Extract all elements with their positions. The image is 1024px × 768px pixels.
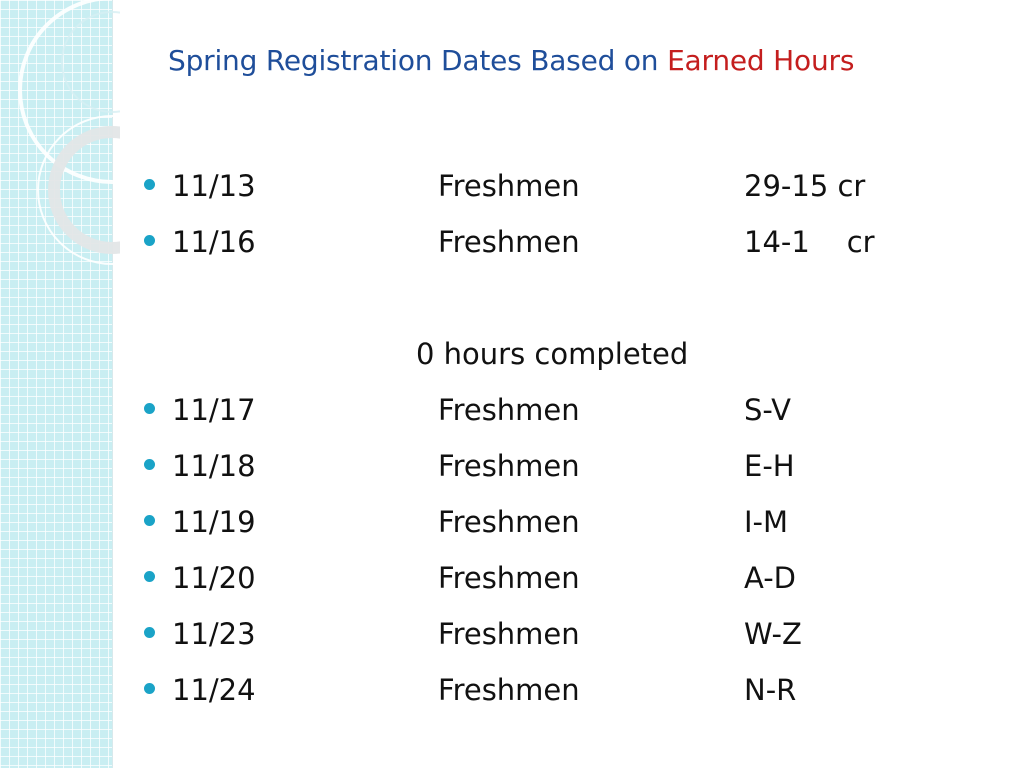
row-class: Freshmen <box>438 617 580 651</box>
row-date: 11/19 <box>172 505 256 539</box>
bullet-icon <box>144 627 155 638</box>
list-item <box>0 670 1024 710</box>
list-item <box>0 446 1024 486</box>
row-date: 11/18 <box>172 449 256 483</box>
list-item <box>0 166 1024 206</box>
bullet-icon <box>144 235 155 246</box>
row-class: Freshmen <box>438 673 580 707</box>
title-accent: Earned Hours <box>667 44 855 77</box>
list-item <box>0 558 1024 598</box>
row-range: 14-1 cr <box>744 225 875 259</box>
row-date: 11/24 <box>172 673 256 707</box>
list-item <box>0 614 1024 654</box>
row-date: 11/13 <box>172 169 256 203</box>
bullet-icon <box>144 515 155 526</box>
row-class: Freshmen <box>438 225 580 259</box>
list-item <box>0 502 1024 542</box>
bullet-icon <box>144 403 155 414</box>
row-range: E-H <box>744 449 795 483</box>
row-date: 11/20 <box>172 561 256 595</box>
title-main: Spring Registration Dates Based on <box>168 44 668 77</box>
row-class: Freshmen <box>438 393 580 427</box>
bullet-icon <box>144 571 155 582</box>
row-date: 11/17 <box>172 393 256 427</box>
row-class: Freshmen <box>438 561 580 595</box>
section-note: 0 hours completed <box>416 337 689 371</box>
row-range: A-D <box>744 561 796 595</box>
row-date: 11/16 <box>172 225 256 259</box>
bullet-icon <box>144 683 155 694</box>
row-class: Freshmen <box>438 449 580 483</box>
row-date: 11/23 <box>172 617 256 651</box>
row-range: I-M <box>744 505 789 539</box>
row-range: 29-15 cr <box>744 169 866 203</box>
row-class: Freshmen <box>438 505 580 539</box>
row-range: W-Z <box>744 617 802 651</box>
row-range: S-V <box>744 393 792 427</box>
list-item <box>0 390 1024 430</box>
list-item <box>0 222 1024 262</box>
row-class: Freshmen <box>438 169 580 203</box>
row-range: N-R <box>744 673 797 707</box>
bullet-icon <box>144 459 155 470</box>
bullet-icon <box>144 179 155 190</box>
